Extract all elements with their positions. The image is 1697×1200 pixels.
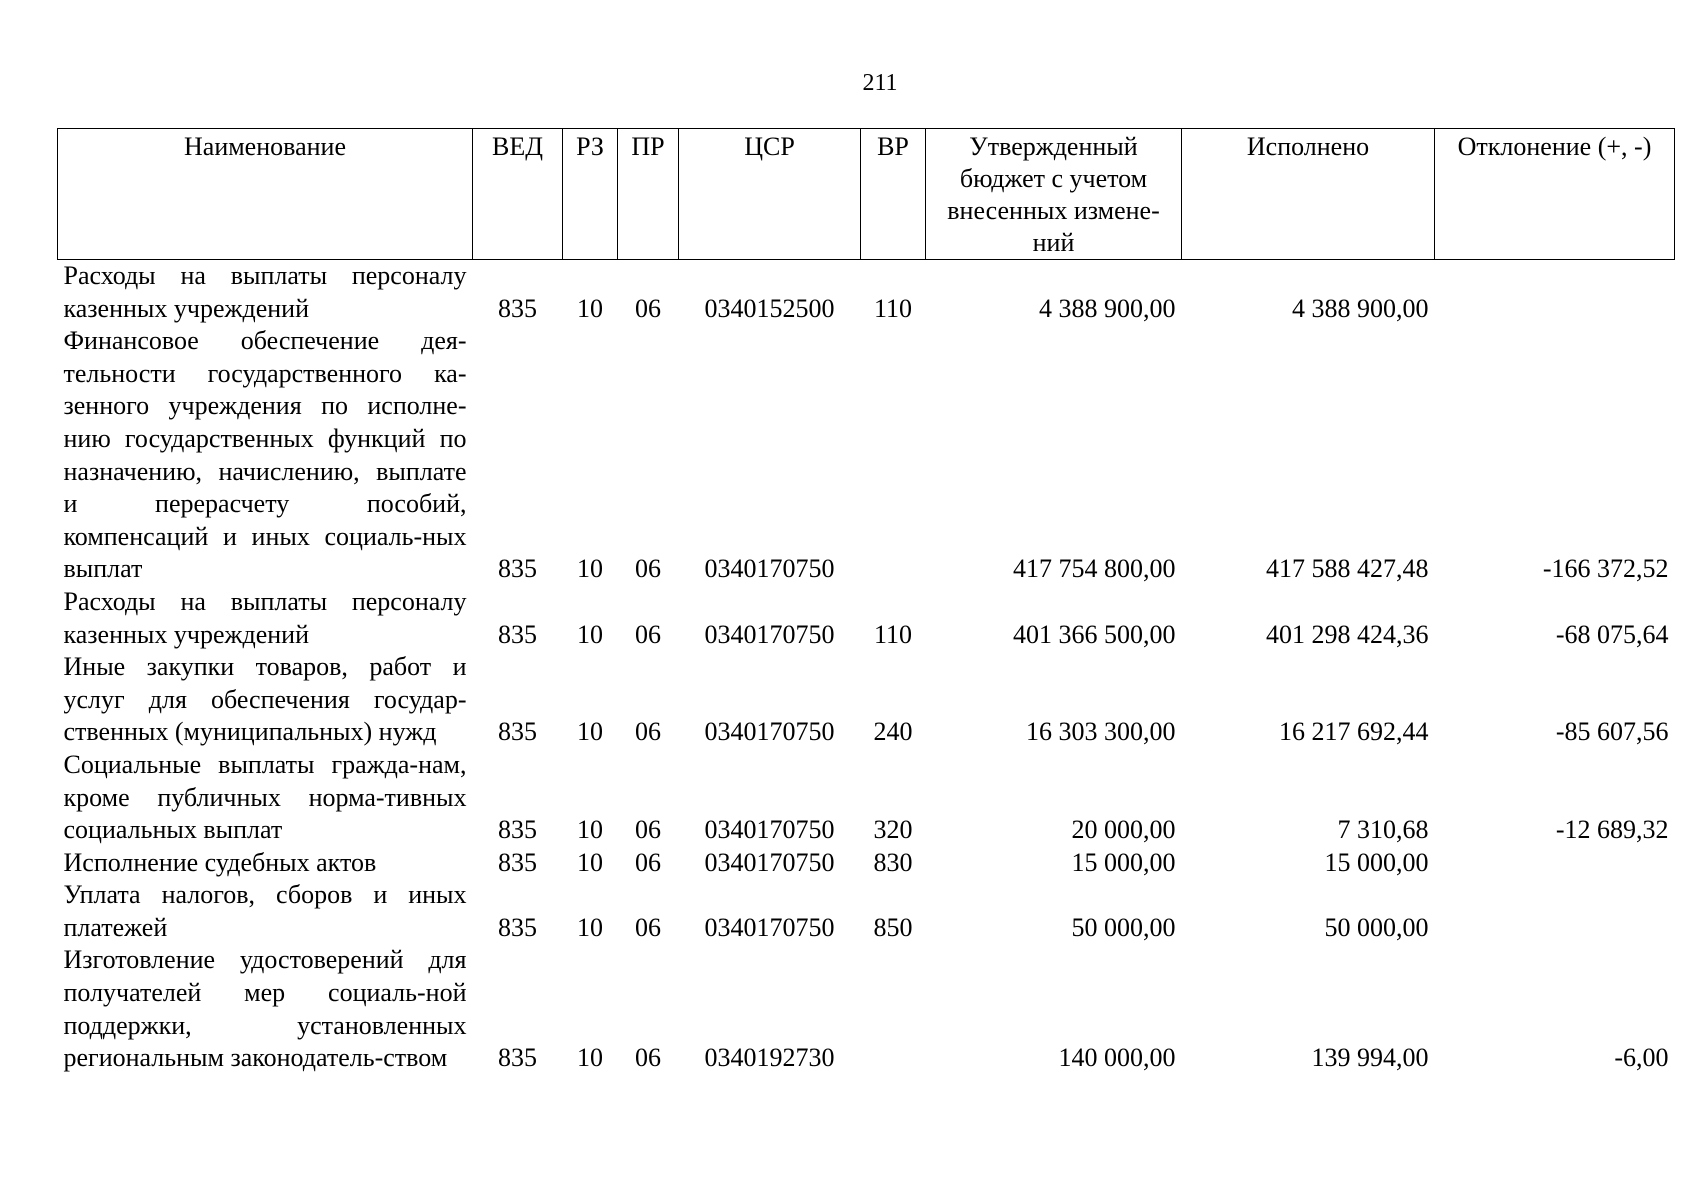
row-executed: 4 388 900,00 xyxy=(1292,293,1429,323)
row-approved: 20 000,00 xyxy=(1071,815,1176,845)
row-pr: 06 xyxy=(635,619,661,649)
table-row xyxy=(58,325,1675,586)
row-rz: 10 xyxy=(577,554,603,584)
header-executed: Исполнено xyxy=(1182,129,1435,260)
row-vr: 110 xyxy=(873,619,913,649)
row-csr: 0340170750 xyxy=(704,554,835,584)
row-name: Расходы на выплаты персоналу казенных учреждений xyxy=(63,261,467,323)
row-vr: 830 xyxy=(873,847,913,877)
row-deviation: -68 075,64 xyxy=(1555,619,1669,649)
row-rz: 10 xyxy=(577,847,603,877)
row-ved: 835 xyxy=(498,847,537,877)
row-csr: 0340170750 xyxy=(704,619,835,649)
row-pr: 06 xyxy=(635,554,661,584)
row-pr: 06 xyxy=(635,293,661,323)
row-pr: 06 xyxy=(635,847,661,877)
table-row xyxy=(58,847,1675,880)
row-ved: 835 xyxy=(498,912,537,942)
header-approved: Утвержденный бюджет с учетом внесенных измене-ний xyxy=(926,129,1182,260)
row-vr: 240 xyxy=(873,717,913,747)
row-csr: 0340192730 xyxy=(704,1043,835,1073)
row-vr xyxy=(861,944,926,1074)
row-pr: 06 xyxy=(635,1043,661,1073)
row-csr: 0340170750 xyxy=(704,717,835,747)
row-deviation xyxy=(1435,879,1675,944)
table-header-row xyxy=(58,129,1675,260)
row-csr: 0340170750 xyxy=(704,815,835,845)
header-ved: ВЕД xyxy=(473,129,563,260)
row-csr: 0340170750 xyxy=(704,912,835,942)
row-executed: 50 000,00 xyxy=(1324,912,1429,942)
row-rz: 10 xyxy=(577,912,603,942)
row-name: Уплата налогов, сборов и иных платежей xyxy=(63,880,467,942)
row-ved: 835 xyxy=(498,619,537,649)
row-ved: 835 xyxy=(498,554,537,584)
table-row xyxy=(58,651,1675,749)
row-vr xyxy=(861,325,926,586)
row-vr: 320 xyxy=(873,815,913,845)
row-deviation: -166 372,52 xyxy=(1542,554,1669,584)
budget-table xyxy=(57,128,1675,1075)
row-ved: 835 xyxy=(498,717,537,747)
table-row xyxy=(58,944,1675,1074)
row-rz: 10 xyxy=(577,293,603,323)
table-row xyxy=(58,749,1675,847)
row-executed: 139 994,00 xyxy=(1311,1043,1429,1073)
row-deviation: -6,00 xyxy=(1614,1043,1669,1073)
row-deviation: -85 607,56 xyxy=(1555,717,1669,747)
row-pr: 06 xyxy=(635,912,661,942)
row-deviation: -12 689,32 xyxy=(1555,815,1669,845)
row-executed: 7 310,68 xyxy=(1337,815,1429,845)
row-name: Иные закупки товаров, работ и услуг для обеспечения государ-ственных (муниципальных) нужд xyxy=(63,652,467,747)
row-executed: 15 000,00 xyxy=(1324,847,1429,877)
page-number: 211 xyxy=(862,70,898,96)
row-executed: 16 217 692,44 xyxy=(1279,717,1429,747)
row-ved: 835 xyxy=(498,293,537,323)
row-rz: 10 xyxy=(577,717,603,747)
row-approved: 401 366 500,00 xyxy=(1013,619,1176,649)
row-approved: 50 000,00 xyxy=(1071,912,1176,942)
row-vr: 110 xyxy=(873,293,913,323)
table-row xyxy=(58,879,1675,944)
header-csr: ЦСР xyxy=(679,129,861,260)
table-row xyxy=(58,260,1675,326)
row-approved: 140 000,00 xyxy=(1058,1043,1176,1073)
row-ved: 835 xyxy=(498,815,537,845)
header-deviation: Отклонение (+, -) xyxy=(1435,129,1675,260)
row-executed: 401 298 424,36 xyxy=(1266,619,1429,649)
row-approved: 4 388 900,00 xyxy=(1039,293,1176,323)
row-approved: 15 000,00 xyxy=(1071,847,1176,877)
row-name: Социальные выплаты гражда-нам, кроме публичных норма-тивных социальных выплат xyxy=(63,749,467,845)
row-name: Исполнение судебных актов xyxy=(63,847,377,877)
row-deviation xyxy=(1435,847,1675,880)
row-executed: 417 588 427,48 xyxy=(1266,554,1429,584)
row-pr: 06 xyxy=(635,815,661,845)
header-vr: ВР xyxy=(861,129,926,260)
row-csr: 0340152500 xyxy=(704,293,835,323)
row-name: Финансовое обеспечение дея-тельности государственного ка-зенного учреждения по исполне-нию государственных функций по назначению, начислению, выплате и перерасчету пособий, компенсаций и иных социаль-ных выплат xyxy=(63,326,467,584)
row-rz: 10 xyxy=(577,619,603,649)
table-row xyxy=(58,586,1675,651)
row-ved: 835 xyxy=(498,1043,537,1073)
header-rz: РЗ xyxy=(563,129,618,260)
row-name: Изготовление удостоверений для получателей мер социаль-ной поддержки, установленных региональным законодатель-ством xyxy=(63,945,467,1073)
row-vr: 850 xyxy=(873,912,913,942)
header-pr: ПР xyxy=(618,129,679,260)
header-name: Наименование xyxy=(58,129,473,260)
row-rz: 10 xyxy=(577,1043,603,1073)
row-deviation xyxy=(1435,260,1675,326)
row-pr: 06 xyxy=(635,717,661,747)
row-csr: 0340170750 xyxy=(704,847,835,877)
row-approved: 16 303 300,00 xyxy=(1026,717,1176,747)
row-rz: 10 xyxy=(577,815,603,845)
row-approved: 417 754 800,00 xyxy=(1013,554,1176,584)
row-name: Расходы на выплаты персоналу казенных учреждений xyxy=(63,586,467,649)
